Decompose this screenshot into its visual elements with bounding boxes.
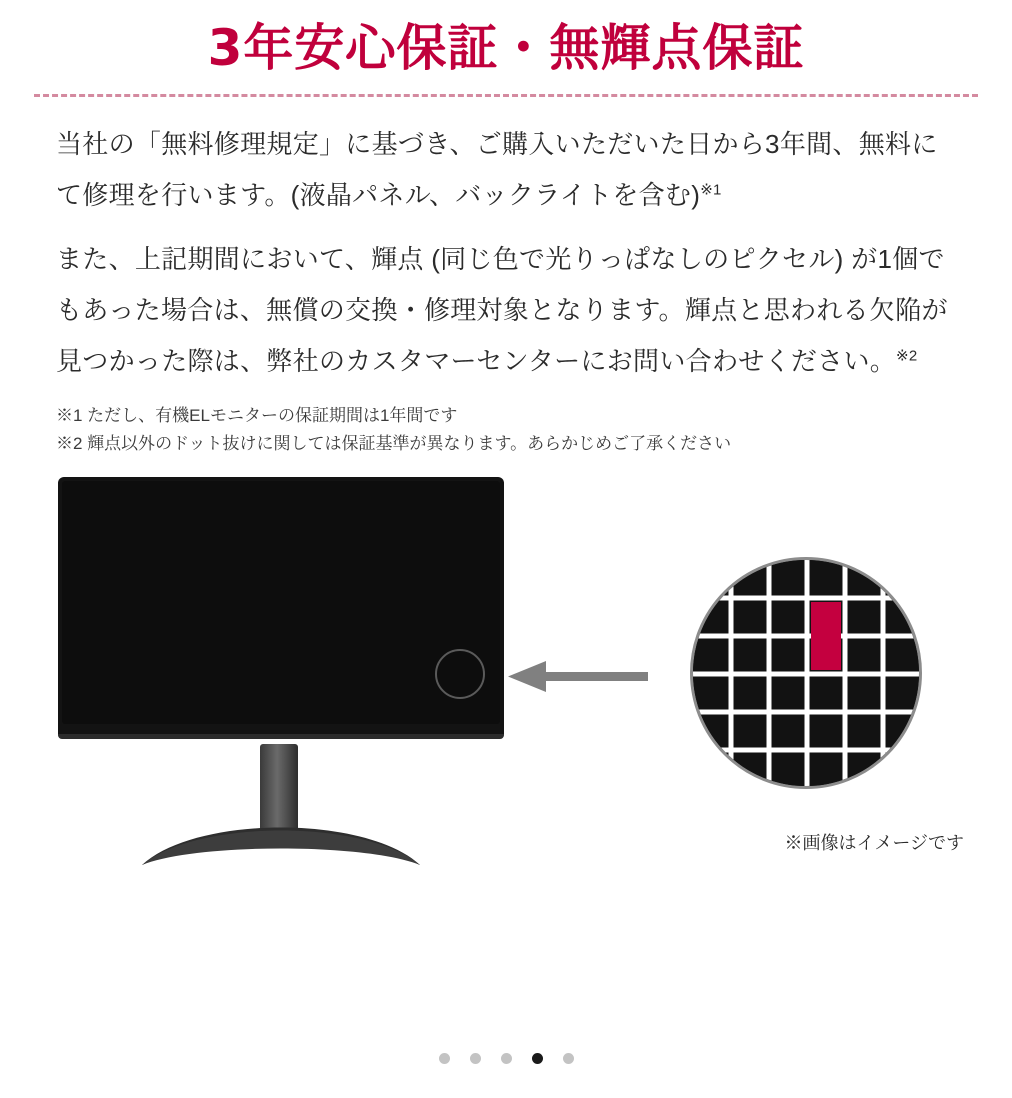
- carousel-dot-5[interactable]: [563, 1053, 574, 1064]
- footnotes: [56, 402, 956, 458]
- carousel-dot-3[interactable]: [501, 1053, 512, 1064]
- carousel-dot-1[interactable]: [439, 1053, 450, 1064]
- dashed-divider: [34, 94, 978, 97]
- carousel-dot-4[interactable]: [532, 1053, 543, 1064]
- paragraph-1: [56, 119, 956, 220]
- promo-slide: [0, 18, 1012, 1098]
- paragraph-2-text: また、上記期間において、輝点 (同じ色で光りっぱなしのピクセル) が1個でもあった場合は、無償の交換・修理対象となります。輝点と思われる欠陥が見つかった際は、弊社のカスタマーセンターにお問い合わせください。: [56, 244, 948, 376]
- page-title: 3年安心保証・無輝点保証: [207, 19, 805, 77]
- carousel-dots[interactable]: [0, 1053, 1012, 1064]
- footnote-1: ※1 ただし、有機ELモニターの保証期間は1年間です: [56, 406, 458, 426]
- monitor-illustration: [58, 477, 508, 877]
- product-figure: [0, 477, 1012, 907]
- paragraph-2: [56, 234, 956, 386]
- monitor-screen: [58, 477, 504, 739]
- paragraph-1-text: 当社の「無料修理規定」に基づき、ご購入いただいた日から3年間、無料にて修理を行います。(液晶パネル、バックライトを含む): [56, 129, 938, 210]
- footnote-marker-1: ※1: [700, 181, 722, 199]
- pointer-arrow-icon: [508, 659, 648, 695]
- defect-highlight-circle: [435, 649, 485, 699]
- monitor-stand-base: [136, 809, 426, 871]
- carousel-dot-2[interactable]: [470, 1053, 481, 1064]
- footnote-marker-2: ※2: [896, 347, 918, 365]
- pixel-magnifier: [690, 557, 922, 789]
- footnote-2: ※2 輝点以外のドット抜けに関しては保証基準が異なります。あらかじめご了承ください: [56, 434, 732, 454]
- body-copy: [56, 119, 956, 386]
- monitor-screen-surface: [62, 481, 500, 724]
- image-disclaimer: ※画像はイメージです: [784, 832, 964, 853]
